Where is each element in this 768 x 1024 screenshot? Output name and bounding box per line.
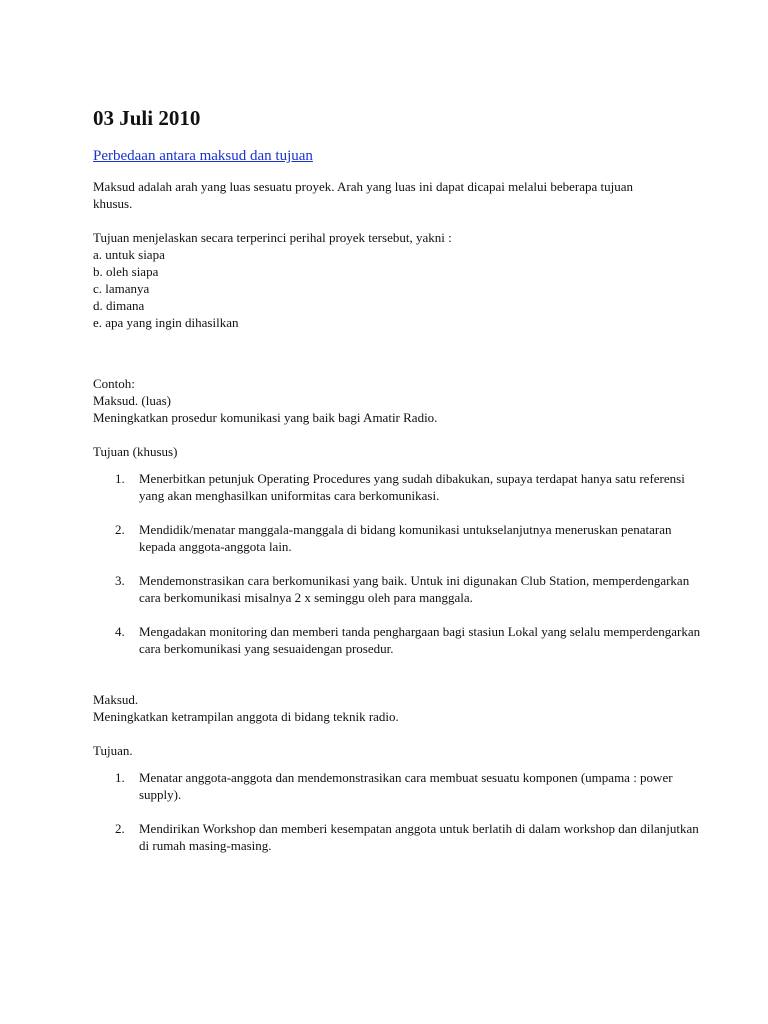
tujuan-point: c. lamanya <box>93 281 150 296</box>
maksud-text: Meningkatkan prosedur komunikasi yang baik bagi Amatir Radio. <box>93 410 438 425</box>
list-item: 3. Mendemonstrasikan cara berkomunikasi yang baik. Untuk ini digunakan Club Station, memperdengarkan cara berkomunikasi misalnya 2 x seminggu oleh para manggala. <box>115 573 690 605</box>
tujuan-label: Tujuan (khusus) <box>93 444 178 459</box>
maksud-label: Maksud. <box>93 692 139 707</box>
tujuan-intro: Tujuan menjelaskan secara terperinci perihal proyek tersebut, yakni : <box>93 230 452 245</box>
list-item: 2. Mendirikan Workshop dan memberi kesempatan anggota untuk berlatih di dalam workshop dan dilanjutkan di rumah masing-masing. <box>115 821 699 853</box>
tujuan-label: Tujuan. <box>93 743 133 758</box>
tujuan-list <box>93 769 708 854</box>
tujuan-point: a. untuk siapa <box>93 247 165 262</box>
list-item: 1. Menatar anggota-anggota dan mendemonstrasikan cara membuat sesuatu komponen (umpama : power supply). <box>115 770 673 802</box>
list-item: 4. Mengadakan monitoring dan memberi tanda penghargaan bagi stasiun Lokal yang selalu memperdengarkan cara berkomunikasi yang sesuaidengan prosedur. <box>115 624 701 656</box>
tujuan-point: e. apa yang ingin dihasilkan <box>93 315 239 330</box>
tujuan-point: b. oleh siapa <box>93 264 159 279</box>
post-title-link[interactable]: Perbedaan antara maksud dan tujuan <box>93 148 313 164</box>
tujuan-list <box>93 470 708 657</box>
list-item: 1. Menerbitkan petunjuk Operating Procedures yang sudah dibakukan, supaya terdapat hanya satu referensi yang akan menghasilkan uniformitas cara berkomunikasi. <box>115 471 685 503</box>
contoh-label: Contoh: <box>93 376 135 391</box>
maksud-text: Meningkatkan ketrampilan anggota di bidang teknik radio. <box>93 709 399 724</box>
post-date: 03 Juli 2010 <box>93 106 201 130</box>
maksud-label: Maksud. (luas) <box>93 393 171 408</box>
list-item: 2. Mendidik/menatar manggala-manggala di bidang komunikasi untukselanjutnya meneruskan penataran kepada anggota-anggota lain. <box>115 522 672 554</box>
intro-paragraph: Maksud adalah arah yang luas sesuatu proyek. Arah yang luas ini dapat dicapai melalui beberapa tujuan khusus. <box>93 179 634 211</box>
tujuan-point: d. dimana <box>93 298 145 313</box>
